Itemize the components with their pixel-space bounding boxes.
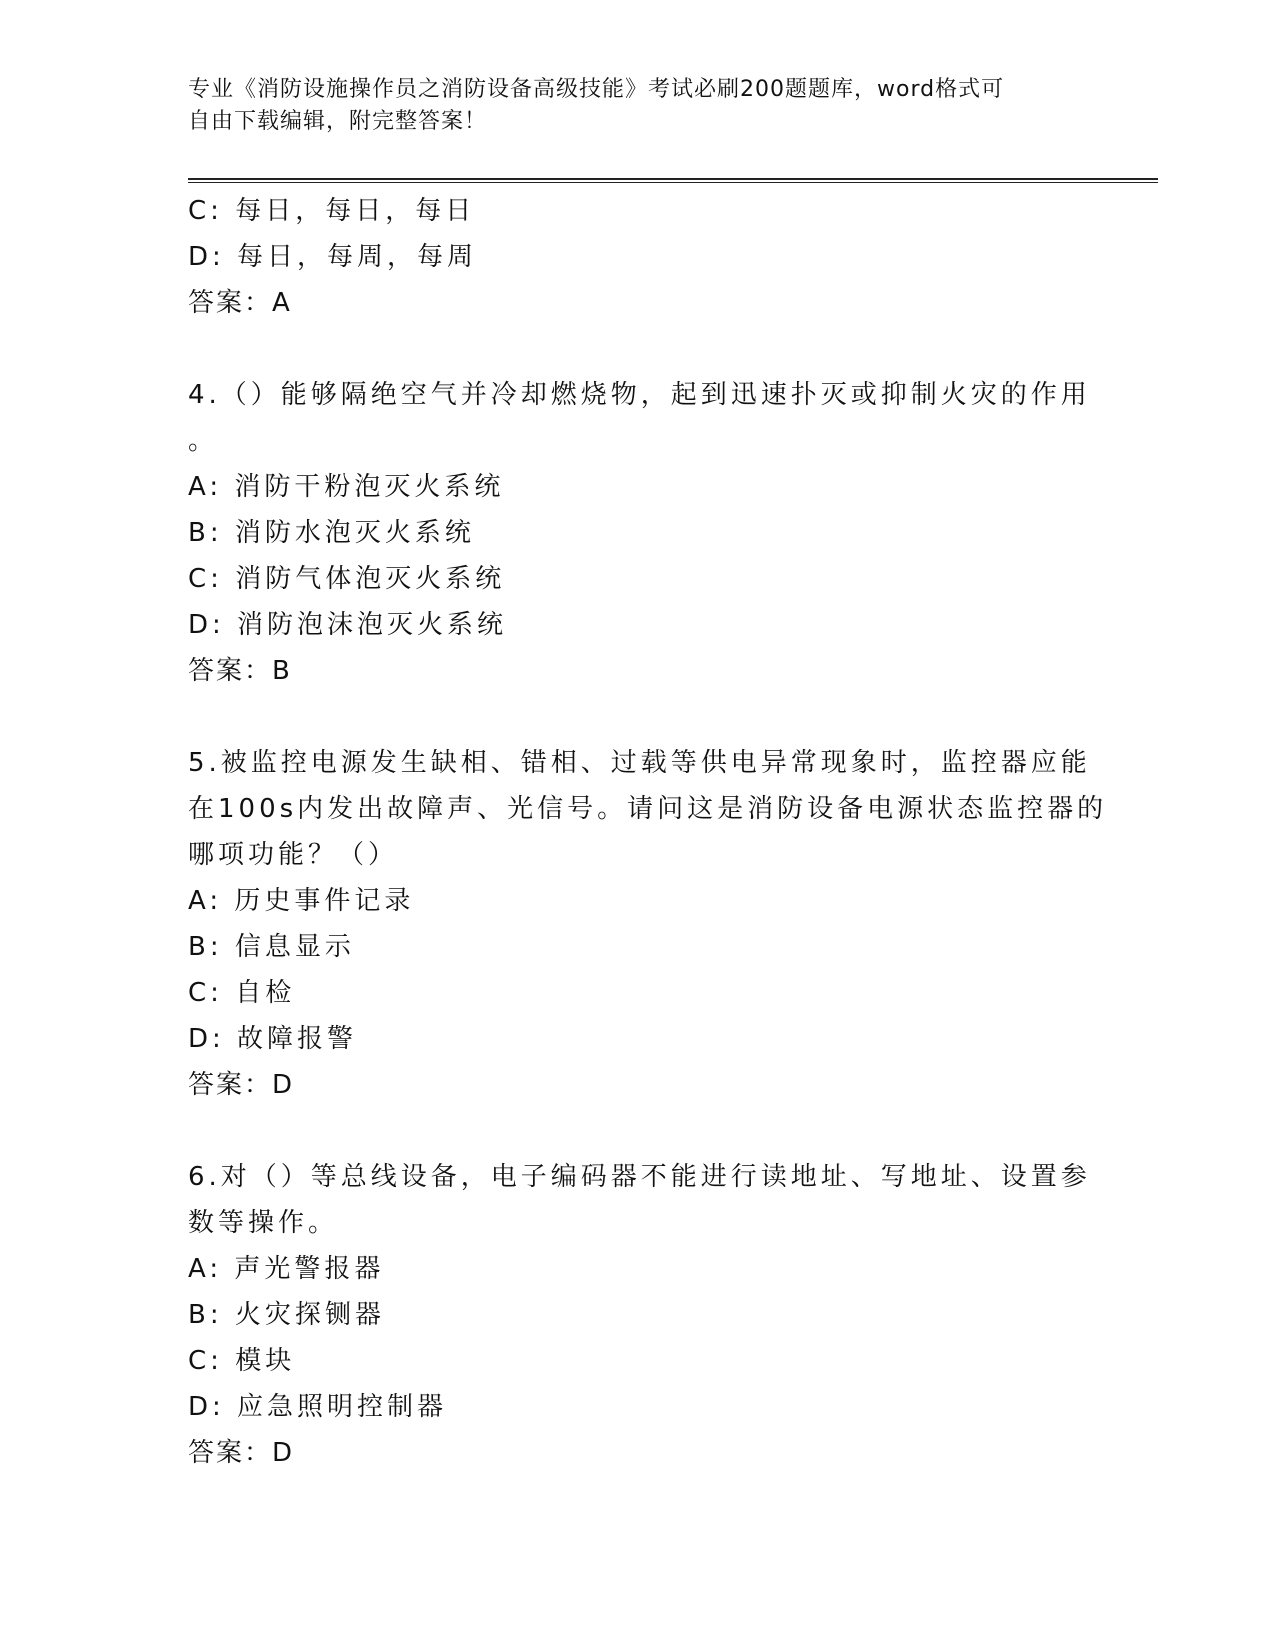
question-stem: 在100s内发出故障声、光信号。请问这是消防设备电源状态监控器的 [188, 794, 1108, 824]
option-d: D: 每日，每周，每周 [188, 242, 478, 272]
option-b: B: 火灾探铡器 [188, 1300, 385, 1330]
answer-line: 答案：D [188, 1438, 295, 1468]
header-divider [188, 178, 1158, 183]
answer-line: 答案：B [188, 656, 292, 686]
answer-line: 答案：A [188, 288, 292, 318]
question-4 [188, 372, 1091, 694]
question-stem: 5.被监控电源发生缺相、错相、过载等供电异常现象时，监控器应能 [188, 748, 1091, 778]
question-stem: 数等操作。 [188, 1208, 339, 1238]
option-d: D: 消防泡沫泡灭火系统 [188, 610, 508, 640]
option-c: C: 模块 [188, 1346, 296, 1376]
option-c: C: 消防气体泡灭火系统 [188, 564, 506, 594]
option-d: D: 故障报警 [188, 1024, 358, 1054]
header-line-1: 专业《消防设施操作员之消防设备高级技能》考试必刷200题题库，word格式可 [188, 77, 1005, 102]
header-line-2: 自由下载编辑，附完整答案！ [188, 109, 488, 134]
answer-line: 答案：D [188, 1070, 295, 1100]
question-5 [188, 740, 1108, 1108]
question-stem: 。 [188, 426, 219, 456]
option-b: B: 信息显示 [188, 932, 355, 962]
option-a: A: 消防干粉泡灭火系统 [188, 472, 505, 502]
question-stem: 哪项功能？（） [188, 840, 399, 870]
page-header [188, 74, 1068, 138]
option-c: C: 每日，每日，每日 [188, 196, 476, 226]
option-b: B: 消防水泡灭火系统 [188, 518, 475, 548]
option-c: C: 自检 [188, 978, 296, 1008]
question-stem: 6.对（）等总线设备，电子编码器不能进行读地址、写地址、设置参 [188, 1162, 1091, 1192]
option-d: D: 应急照明控制器 [188, 1392, 448, 1422]
prev-question-block [188, 188, 1088, 326]
question-stem: 4.（）能够隔绝空气并冷却燃烧物，起到迅速扑灭或抑制火灾的作用 [188, 380, 1091, 410]
question-list [188, 188, 1108, 1476]
question-6 [188, 1154, 1091, 1476]
option-a: A: 历史事件记录 [188, 886, 415, 916]
option-a: A: 声光警报器 [188, 1254, 385, 1284]
